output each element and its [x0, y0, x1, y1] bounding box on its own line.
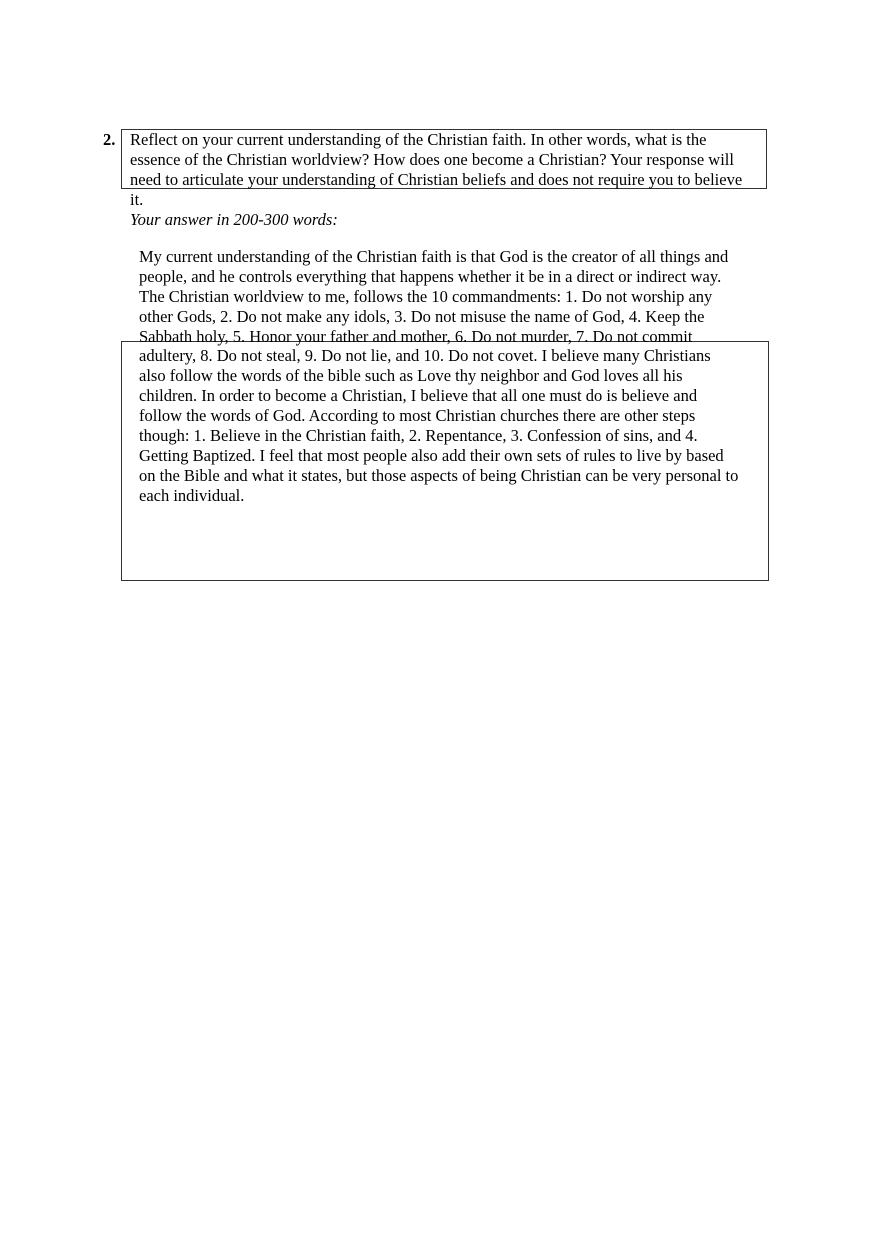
answer-line: though: 1. Believe in the Christian faith, 2. Repentance, 3. Confession of sins, and 4. [139, 426, 698, 445]
word-count-instruction: Your answer in 200-300 words: [130, 210, 338, 229]
answer-line: each individual. [139, 486, 245, 505]
answer-line: children. In order to become a Christian, I believe that all one must do is believe and [139, 386, 698, 405]
answer-line: on the Bible and what it states, but those aspects of being Christian can be very personal to [139, 466, 739, 485]
question-number: 2. [103, 130, 116, 149]
answer-line: other Gods, 2. Do not make any idols, 3. Do not misuse the name of God, 4. Keep the [139, 307, 705, 326]
answer-line: My current understanding of the Christian faith is that God is the creator of all things and [139, 247, 729, 266]
answer-line: Getting Baptized. I feel that most people also add their own sets of rules to live by based [139, 446, 724, 465]
answer-line: The Christian worldview to me, follows the 10 commandments: 1. Do not worship any [139, 287, 713, 306]
answer-line: Sabbath holy, 5. Honor your father and mother, 6. Do not murder, 7. Do not commit [139, 327, 693, 346]
answer-line: people, and he controls everything that happens whether it be in a direct or indirect way. [139, 267, 722, 286]
answer-line: follow the words of God. According to most Christian churches there are other steps [139, 406, 696, 425]
question-line: essence of the Christian worldview? How does one become a Christian? Your response will [130, 150, 734, 169]
question-line: Reflect on your current understanding of the Christian faith. In other words, what is the [130, 130, 707, 149]
answer-line: adultery, 8. Do not steal, 9. Do not lie, and 10. Do not covet. I believe many Christians [139, 346, 711, 365]
question-line: need to articulate your understanding of Christian beliefs and does not require you to believe [130, 170, 743, 189]
question-line: it. [130, 190, 144, 209]
answer-line: also follow the words of the bible such as Love thy neighbor and God loves all his [139, 366, 683, 385]
